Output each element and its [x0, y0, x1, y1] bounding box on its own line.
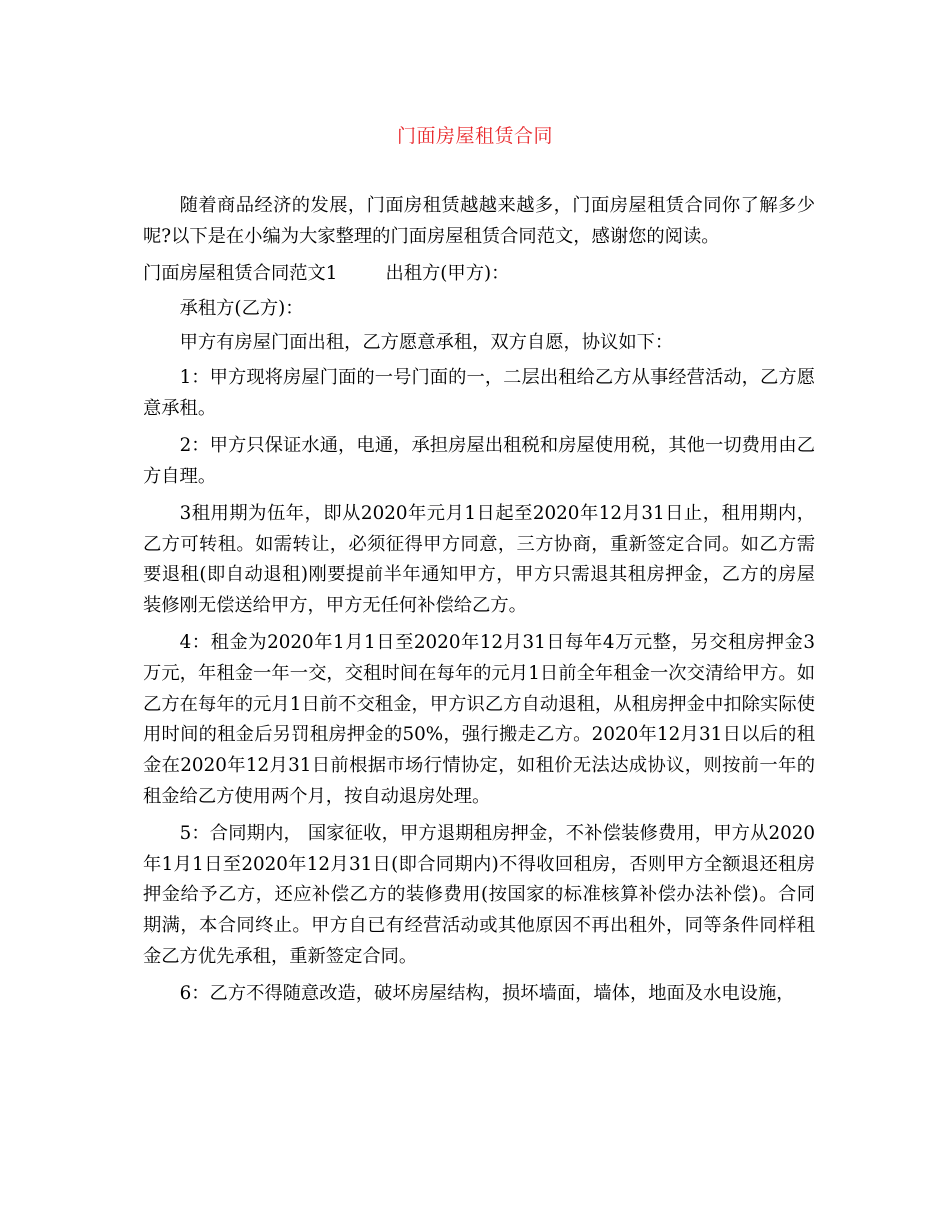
lessee-label: 承租方(乙方)： [179, 297, 304, 319]
clause-3: 3租用期为伍年，即从2020年元月1日起至2020年12月31日止，租用期内，乙方可转租。如需转让，必须征得甲方同意，三方协商，重新签定合同。如乙方需要退租(即自动退租)刚要提前半年通知甲方，甲方只需退其租房押金，乙方的房屋装修刚无偿送给甲方，甲方无任何补偿给乙方。 [143, 502, 815, 616]
clause-1: 1：甲方现将房屋门面的一号门面的一，二层出租给乙方从事经营活动，乙方愿意承租。 [143, 367, 815, 419]
document-body [143, 191, 815, 1016]
clause-6: 6：乙方不得随意改造，破坏房屋结构，损坏墙面，墙体，地面及水电设施， [179, 982, 795, 1004]
lessor-label: 出租方(甲方)： [385, 262, 510, 284]
clause-5: 5：合同期内， 国家征收，甲方退期租房押金，不补偿装修费用，甲方从2020年1月1日至2020年12月31日(即合同期内)不得收回租房，否则甲方全额退还租房押金给予乙方，还应补偿乙方的装修费用(按国家的标准核算补偿办法补偿)。合同期满，本合同终止。甲方自已有经营活动或其他原因不再出租外，同等条件同样租金乙方优先承租，重新签定合同。 [143, 822, 815, 967]
sample-heading: 门面房屋租赁合同范文1 [143, 262, 338, 284]
intro-paragraph: 随着商品经济的发展，门面房租赁越越来越多，门面房屋租赁合同你了解多少呢?以下是在小编为大家整理的门面房屋租赁合同范文，感谢您的阅读。 [143, 195, 815, 247]
clause-2: 2：甲方只保证水通，电通，承担房屋出租税和房屋使用税，其他一切费用由乙方自理。 [143, 434, 815, 487]
clause-4: 4：租金为2020年1月1日至2020年12月31日每年4万元整，另交租房押金3万元，年租金一年一交，交租时间在每年的元月1日前全年租金一次交清给甲方。如乙方在每年的元月1日前不交租金，甲方识乙方自动退租，从租房押金中扣除实际使用时间的租金后另罚租房押金的50%，强行搬走乙方。2020年12月31日以后的租金在2020年12月31日前根据市场行情协定，如租价无法达成协议，则按前一年的租金给乙方使用两个月，按自动退房处理。 [143, 632, 815, 807]
sample-heading-line [143, 259, 815, 290]
agreement-lead: 甲方有房屋门面出租，乙方愿意承租，双方自愿，协议如下： [179, 332, 674, 354]
document-title: 门面房屋租赁合同 [396, 125, 553, 147]
